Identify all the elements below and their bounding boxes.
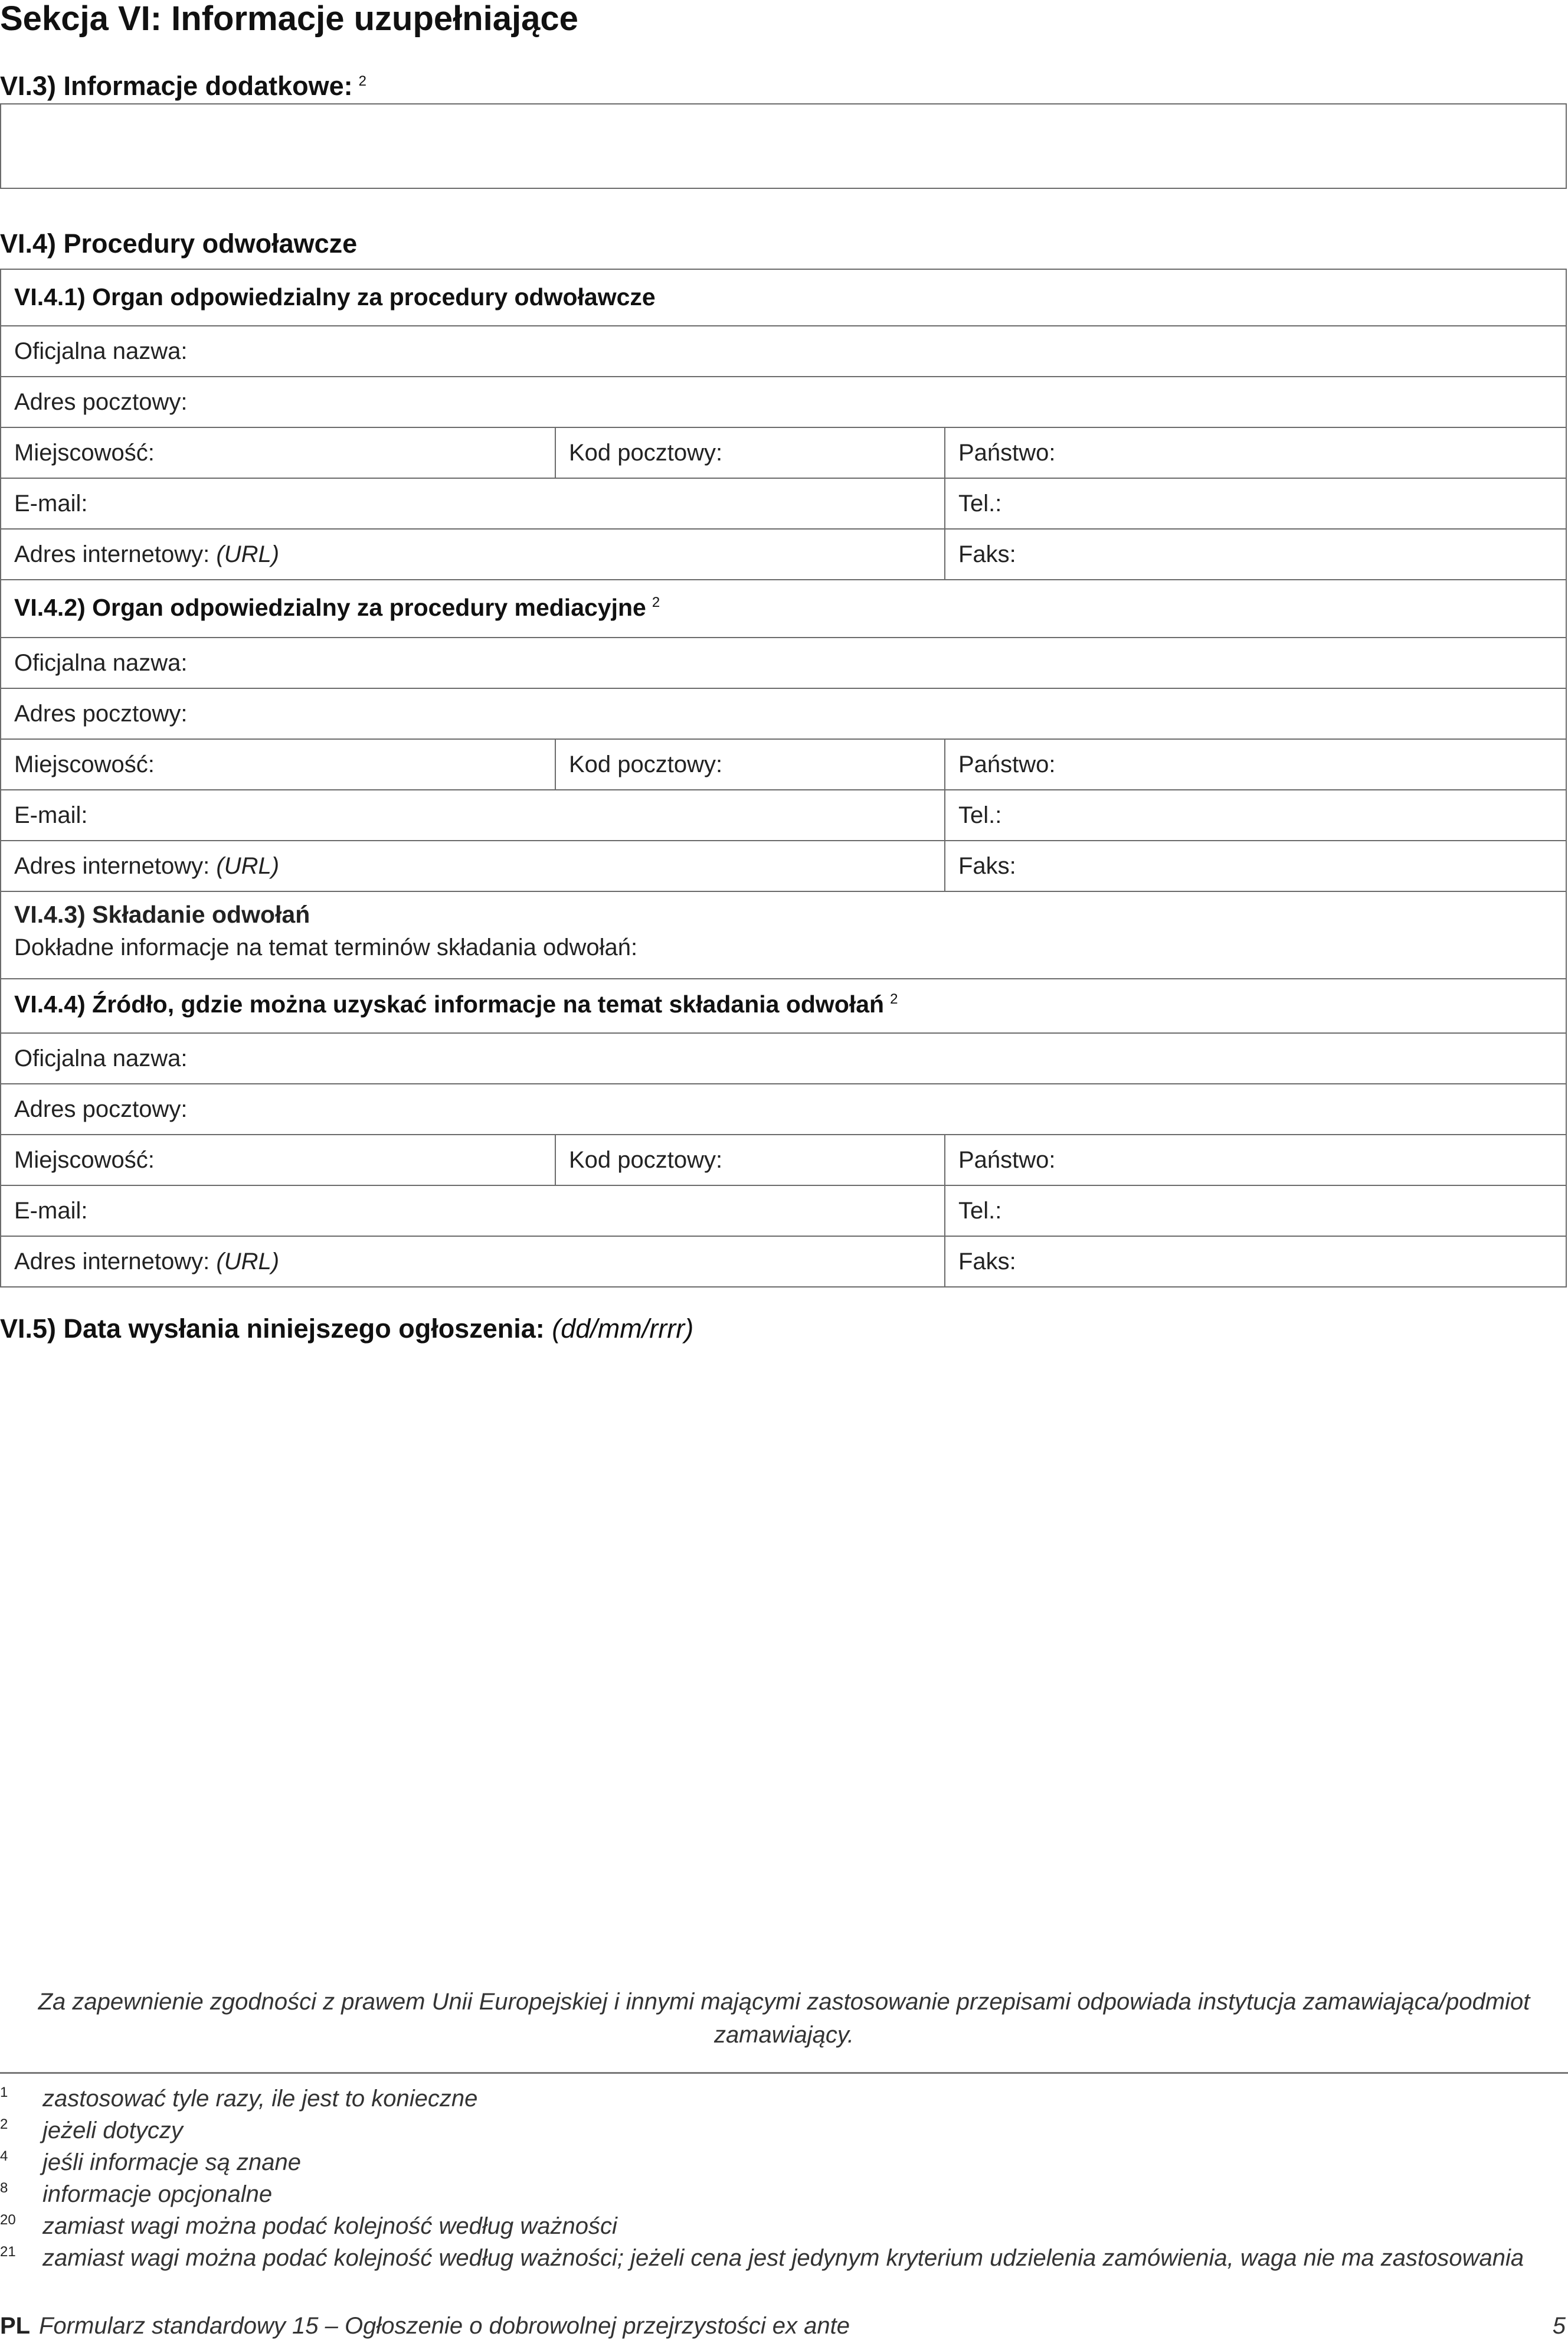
vi41-country-field[interactable]: Państwo: bbox=[944, 427, 1567, 479]
vi41-town-field[interactable]: Miejscowość: bbox=[0, 427, 556, 479]
vi41-heading: VI.4.1) Organ odpowiedzialny za procedury odwoławcze bbox=[0, 269, 1567, 326]
vi44-email-field[interactable]: E-mail: bbox=[0, 1185, 945, 1237]
vi42-fax-field[interactable]: Faks: bbox=[944, 840, 1567, 892]
language-code: PL bbox=[0, 2313, 31, 2339]
vi43-detail: Dokładne informacje na temat terminów składania odwołań: bbox=[14, 934, 638, 960]
vi42-postal-code-field[interactable]: Kod pocztowy: bbox=[555, 738, 945, 790]
vi44-internet-field[interactable]: Adres internetowy: (URL) bbox=[0, 1236, 945, 1287]
vi41-phone-field[interactable]: Tel.: bbox=[944, 478, 1567, 530]
vi5-date-hint: (dd/mm/rrrr) bbox=[552, 1313, 694, 1344]
footnote-ref: 2 bbox=[652, 594, 660, 611]
vi41-internet-field[interactable]: Adres internetowy: (URL) bbox=[0, 528, 945, 580]
page-footer bbox=[0, 2311, 1568, 2341]
vi42-postal-address-field[interactable]: Adres pocztowy: bbox=[0, 688, 1567, 740]
page-number: 5 bbox=[1552, 2313, 1566, 2339]
vi44-postal-address-field[interactable]: Adres pocztowy: bbox=[0, 1083, 1567, 1135]
vi43-block[interactable] bbox=[0, 891, 1567, 979]
additional-info-field[interactable] bbox=[0, 103, 1567, 189]
vi41-fax-field[interactable]: Faks: bbox=[944, 528, 1567, 580]
vi44-fax-field[interactable]: Faks: bbox=[944, 1236, 1567, 1287]
vi3-label: VI.3) Informacje dodatkowe: $^2$ bbox=[0, 71, 366, 101]
vi41-official-name-field[interactable]: Oficjalna nazwa: bbox=[0, 325, 1567, 377]
vi44-phone-field[interactable]: Tel.: bbox=[944, 1185, 1567, 1237]
vi4-label: VI.4) Procedury odwoławcze bbox=[0, 228, 358, 259]
vi42-email-field[interactable]: E-mail: bbox=[0, 789, 945, 841]
vi42-town-field[interactable]: Miejscowość: bbox=[0, 738, 556, 790]
form-title: Formularz standardowy 15 – Ogłoszenie o dobrowolnej przejrzystości ex ante bbox=[39, 2313, 850, 2339]
vi41-email-field[interactable]: E-mail: bbox=[0, 478, 945, 530]
vi41-postal-address-field[interactable]: Adres pocztowy: bbox=[0, 376, 1567, 428]
disclaimer: Za zapewnienie zgodności z prawem Unii Europejskiej i innymi mającymi zastosowanie przepisami odpowiada instytucja zamawiająca/podmiot zamawiający. bbox=[38, 1989, 1530, 2048]
vi44-official-name-field[interactable]: Oficjalna nazwa: bbox=[0, 1032, 1567, 1084]
footnote-ref: 2 bbox=[358, 73, 366, 89]
vi42-phone-field[interactable]: Tel.: bbox=[944, 789, 1567, 841]
vi41-postal-code-field[interactable]: Kod pocztowy: bbox=[555, 427, 945, 479]
footnote-ref: 2 bbox=[890, 991, 898, 1008]
vi43-heading: VI.4.3) Składanie odwołań bbox=[14, 901, 310, 928]
vi42-heading: VI.4.2) Organ odpowiedzialny za procedury mediacyjne $^2$ bbox=[0, 579, 1567, 638]
vi44-postal-code-field[interactable]: Kod pocztowy: bbox=[555, 1134, 945, 1186]
vi42-official-name-field[interactable]: Oficjalna nazwa: bbox=[0, 637, 1567, 689]
section-title: Sekcja VI: Informacje uzupełniające bbox=[0, 0, 578, 38]
vi44-town-field[interactable]: Miejscowość: bbox=[0, 1134, 556, 1186]
vi44-country-field[interactable]: Państwo: bbox=[944, 1134, 1567, 1186]
vi44-heading: VI.4.4) Źródło, gdzie można uzyskać informacje na temat składania odwołań $^2$ bbox=[0, 978, 1567, 1034]
vi5-label: VI.5) Data wysłania niniejszego ogłoszenia: (dd/mm/rrrr) bbox=[0, 1313, 694, 1344]
vi42-country-field[interactable]: Państwo: bbox=[944, 738, 1567, 790]
footnote-divider bbox=[0, 2072, 1568, 2074]
form-page: Sekcja VI: Informacje uzupełniające VI.3) Informacje dodatkowe: $^2$ VI.4) Procedury odwoławcze VI.4.1) Organ odpowiedzialny za procedury odwoławcze Oficjalna nazwa: Adres pocztowy: Miejscowość: Kod pocztowy: Państwo: E-mail: Tel.: Adres internetowy: (URL) Faks: VI.4.2) Organ odpowiedzialny za procedury mediacyjne $^2$ Oficjalna nazwa: Adres pocztowy: Miejscowość: Kod pocztowy: Państwo: E-mail: Tel.: Adres internetowy: (URL) Faks: VI.4.3) Składanie odwołań Dokładne informacje na temat terminów składania odwołań: VI.4.4) Źródło, gdzie można uzyskać informacje na temat składania odwołań $^2$ Oficjalna nazwa: Adres pocztowy: Miejscowość: Kod pocztowy: Państwo: E-mail: Tel.: Adres internetowy: (URL) Faks: VI.5) Data wysłania niniejszego ogłoszenia: (dd/mm/rrrr) Za zapewnienie zgodności z prawem Unii Europejskiej i innymi mającymi zastosowanie przepisami odpowiada instytucja zamawiająca/podmiot zamawiający. 1 zastosować tyle razy, ile jest to konieczne 2 jeżeli dotyczy 4 jeśli informacje są znane 8 informacje opcjonalne 20 zamiast wagi można podać kolejność według ważności 21 zamiast wagi można podać kolejność według ważności; jeżeli cena jest jedynym kryterium udzielenia zamówienia, waga nie ma zastosowania PL Formularz standardowy 15 – Ogłoszenie o dobrowolnej przejrzystości ex ante 5 bbox=[0, 0, 1568, 2343]
vi42-internet-field[interactable]: Adres internetowy: (URL) bbox=[0, 840, 945, 892]
